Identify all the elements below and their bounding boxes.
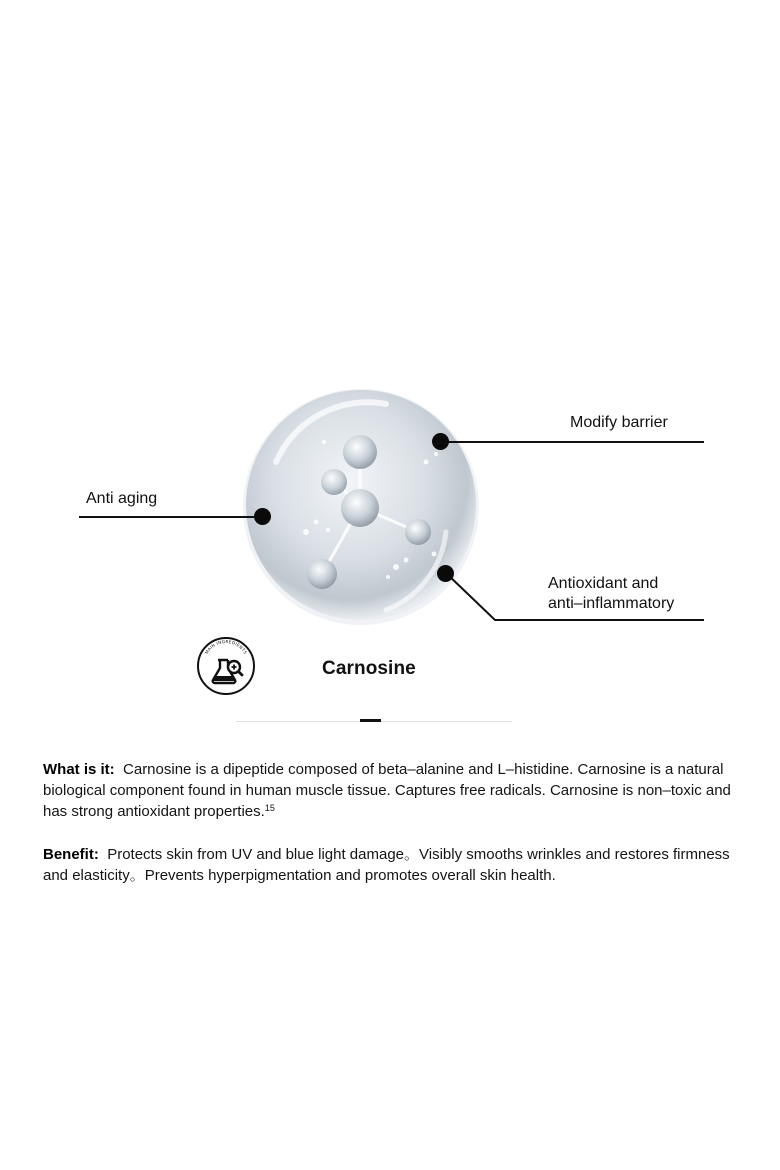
benefit-label: Benefit	[43, 846, 94, 863]
benefit-paragraph: Benefit: Protects skin from UV and blue light damage。Visibly smooths wrinkles and restores firmness and elasticity。Prevents hyperpigmentation and promotes overall skin health.	[43, 846, 730, 884]
callout-antioxidant-line1: Antioxidant and	[548, 575, 659, 592]
what-is-it-footnote: 15	[264, 803, 275, 813]
callout-line-modify-barrier	[441, 441, 704, 443]
what-is-it-label: What is it	[43, 761, 110, 778]
callout-line-antioxidant	[438, 566, 708, 626]
badge-ring-text: MAIN INGREDIENTS	[203, 638, 249, 655]
what-is-it-paragraph: What is it: Carnosine is a dipeptide composed of beta–alanine and L–histidine. Carnosine is a natural biological component found in human muscle tissue. Captures free radicals. Carnosine is non–toxic and has strong antioxidant properties.$^{15}$	[43, 761, 731, 820]
callout-dot-anti-aging	[254, 508, 271, 525]
callout-antioxidant-line2: anti–inflammatory	[548, 595, 675, 612]
ingredient-name: Carnosine	[322, 658, 416, 679]
what-is-it-text: Carnosine is a dipeptide composed of beta–alanine and L–histidine. Carnosine is a natural biological component found in human muscle tissue. Captures free radicals. Carnosine is non–toxic and has strong antioxidant properties.	[43, 761, 731, 820]
carousel-indicator-active[interactable]	[360, 719, 381, 722]
callout-dot-modify-barrier	[432, 433, 449, 450]
callout-modify-barrier: Modify barrier	[570, 414, 668, 431]
callout-line-anti-aging	[79, 516, 263, 518]
callout-anti-aging: Anti aging	[86, 490, 158, 507]
main-ingredient-badge	[194, 634, 258, 698]
benefit-text: Protects skin from UV and blue light damage。Visibly smooths wrinkles and restores firmness and elasticity。Prevents hyperpigmentation and promotes overall skin health.	[43, 846, 730, 884]
callout-dot-antioxidant	[437, 565, 454, 582]
